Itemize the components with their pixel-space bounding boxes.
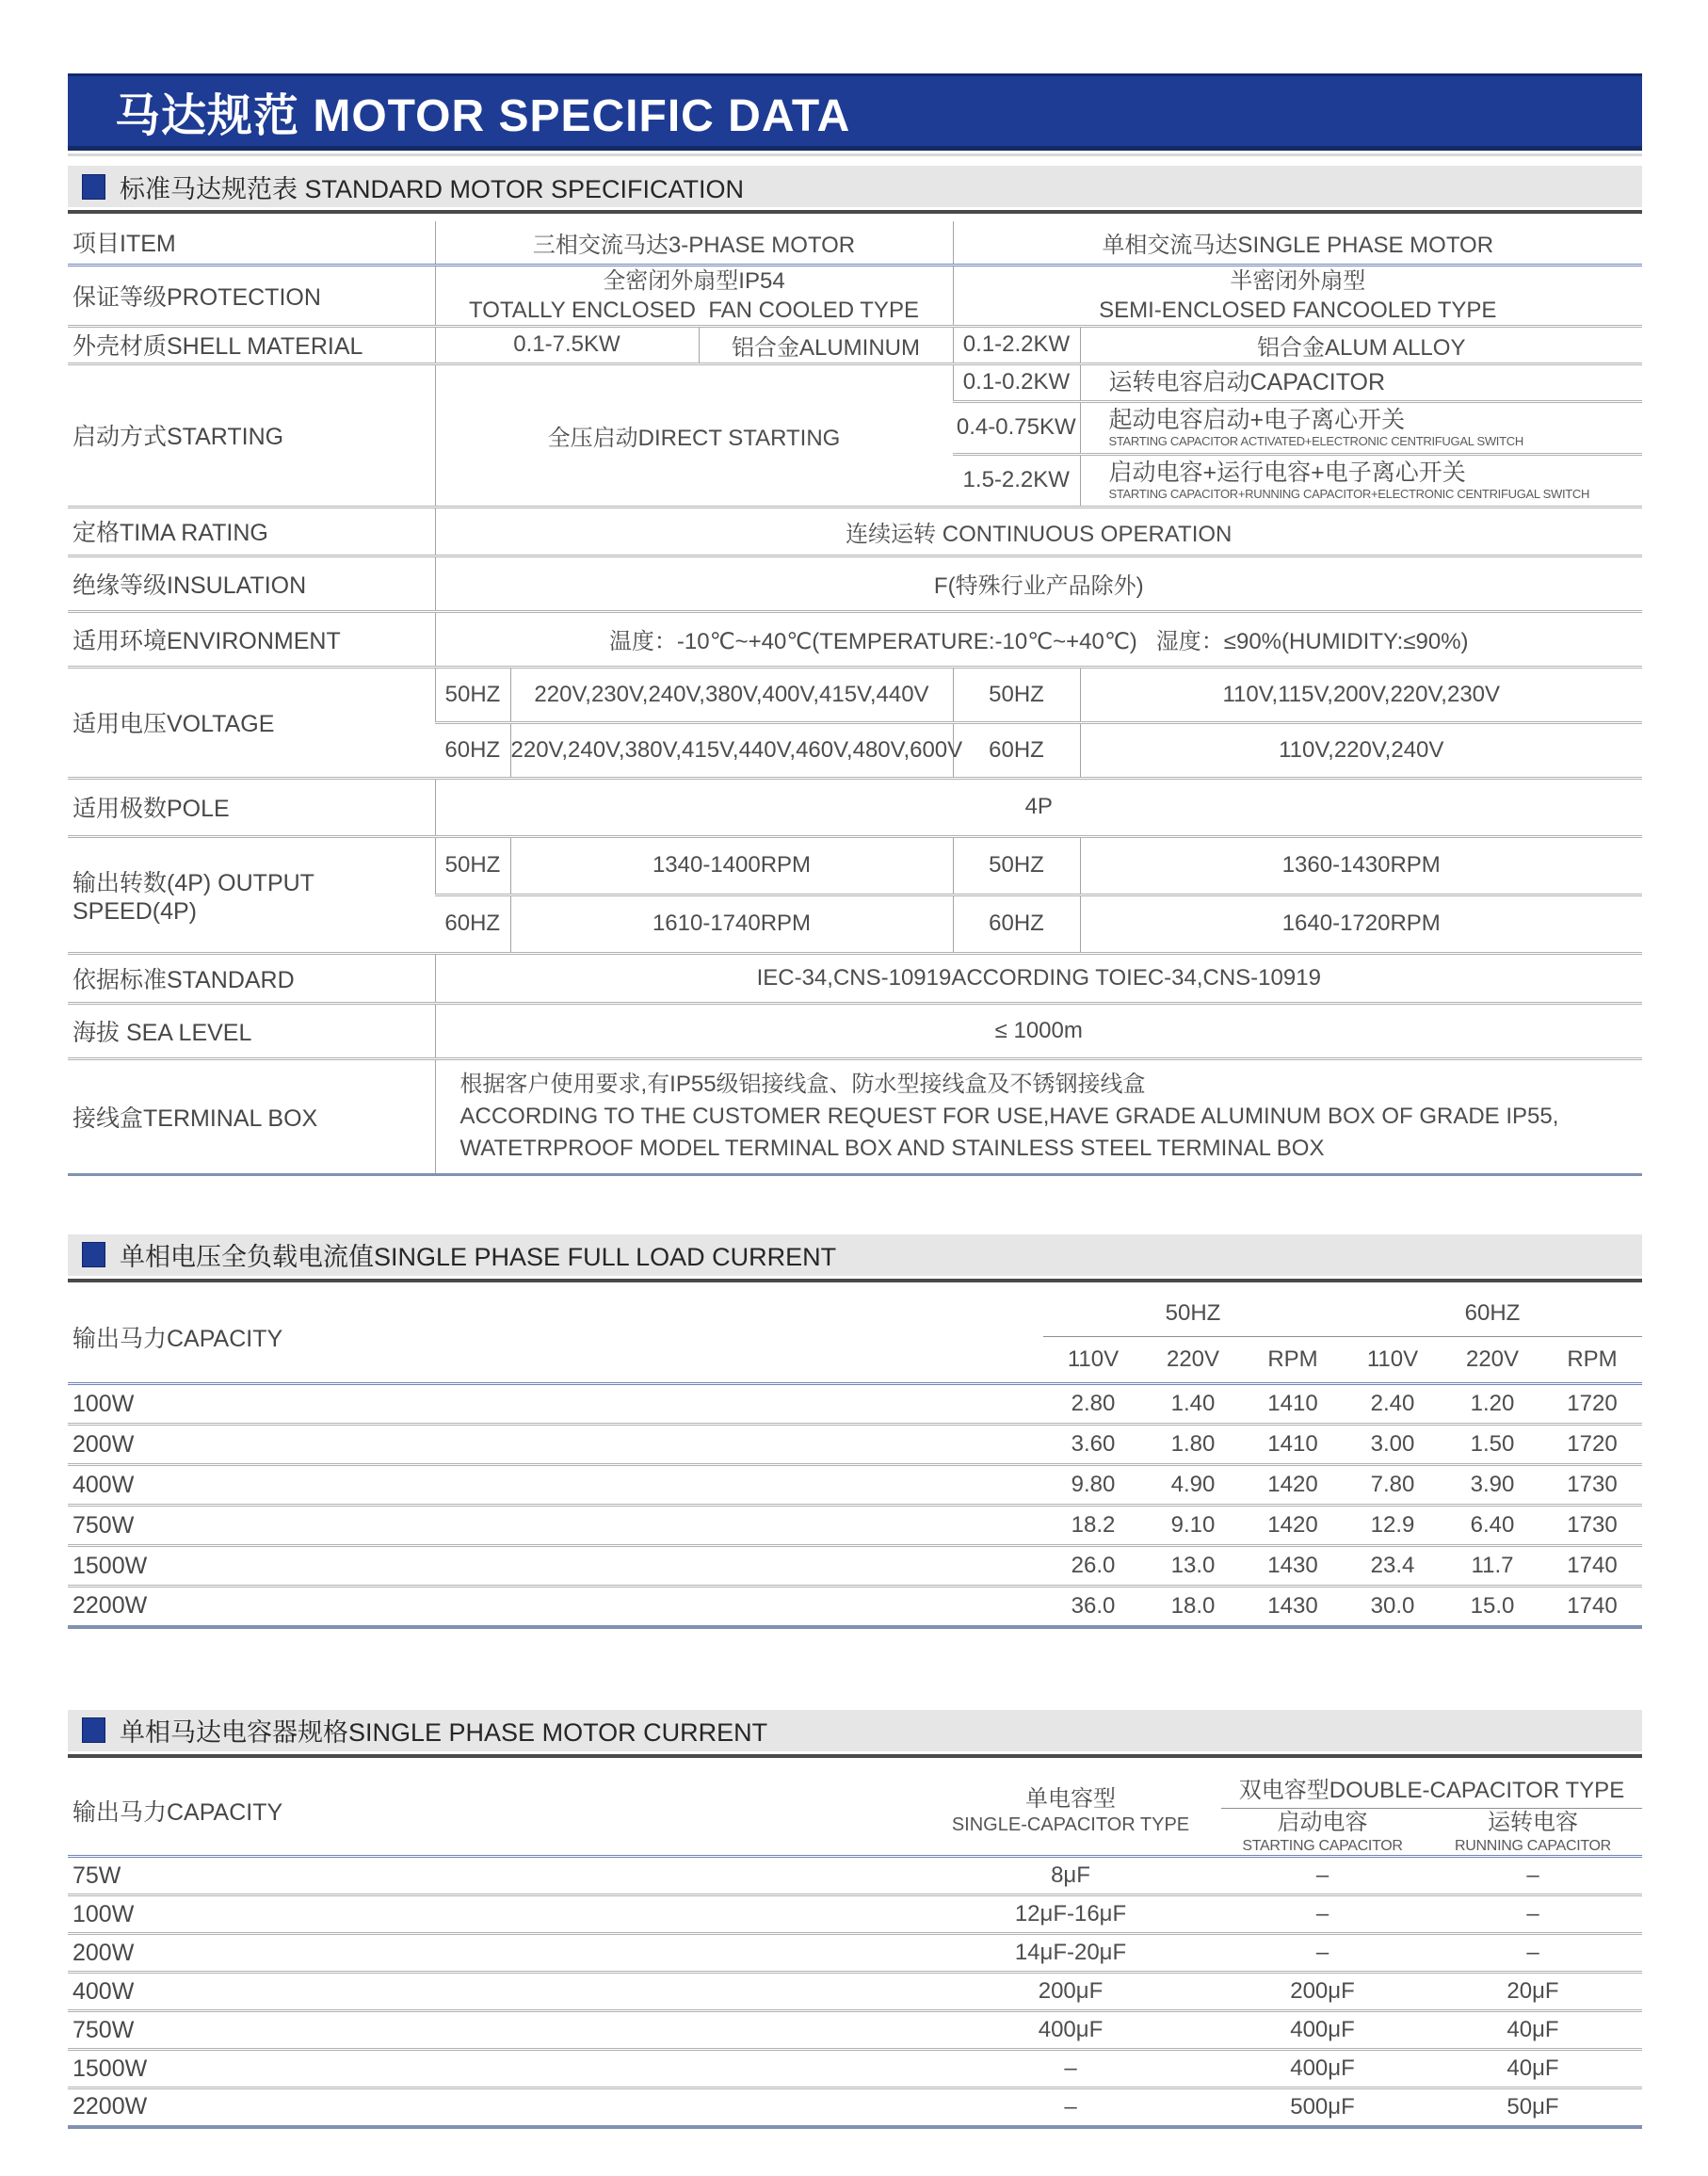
spec-label-item: 项目ITEM	[68, 221, 435, 265]
flc-value-cell: 1410	[1243, 1425, 1343, 1465]
starting-desc-en: STARTING CAPACITOR+RUNNING CAPACITOR+ELECTRONIC CENTRIFUGAL SWITCH	[1108, 487, 1590, 501]
cap-single-cell: 14μF-20μF	[920, 1934, 1221, 1973]
cap-starting-header	[1221, 1809, 1424, 1857]
section-rule	[68, 1279, 1642, 1282]
flc-value-cell: 1730	[1542, 1465, 1642, 1506]
flc-group-60hz: 60HZ	[1343, 1292, 1642, 1337]
starting-range-cell: 0.4-0.75KW	[953, 401, 1080, 454]
cap-running-cell: –	[1424, 1895, 1642, 1934]
cap-capacity-label: 输出马力CAPACITY	[68, 1767, 920, 1857]
capacitor-spec-table	[68, 1767, 1642, 2129]
rating-value-cell: 连续运转 CONTINUOUS OPERATION	[435, 507, 1642, 556]
cap-capacity-cell: 100W	[68, 1895, 920, 1934]
flc-col-110v: 110V	[1343, 1337, 1442, 1384]
cap-single-zh: 单电容型	[1025, 1786, 1116, 1813]
section-rule	[68, 1754, 1642, 1758]
flc-value-cell: 1720	[1542, 1425, 1642, 1465]
speed-freq-cell: 60HZ	[435, 895, 510, 953]
cap-running-header	[1424, 1809, 1642, 1857]
cap-group-header-row	[68, 1767, 1642, 1809]
spec-label-shell: 外壳材质SHELL MATERIAL	[68, 326, 435, 363]
spec-label-starting: 启动方式STARTING	[68, 363, 435, 507]
spec-row-pole	[68, 778, 1642, 836]
table-row	[68, 1587, 1642, 1627]
cap-capacity-cell: 750W	[68, 2011, 920, 2050]
terminal-box-line3: WATETRPROOF MODEL TERMINAL BOX AND STAINLESS STEEL TERMINAL BOX	[459, 1135, 1325, 1161]
flc-col-110v: 110V	[1043, 1337, 1143, 1384]
cap-running-cell: –	[1424, 1934, 1642, 1973]
flc-value-cell: 1420	[1243, 1506, 1343, 1546]
spec-label-protection: 保证等级PROTECTION	[68, 265, 435, 326]
cap-single-cell: –	[1064, 2093, 1077, 2120]
cap-running-cell: 50μF	[1507, 2093, 1559, 2120]
protection-single-en: SEMI-ENCLOSED FANCOOLED TYPE	[1099, 297, 1497, 323]
flc-value-cell: 1.80	[1143, 1425, 1243, 1465]
section-rule	[68, 210, 1642, 214]
section-marker-icon	[82, 174, 105, 200]
voltage-freq-cell: 50HZ	[435, 667, 510, 722]
flc-value-cell: 18.2	[1043, 1506, 1143, 1546]
cap-running-cell: 40μF	[1424, 2050, 1642, 2088]
shell-three-material-cell: 铝合金ALUMINUM	[699, 326, 953, 363]
table-row	[68, 1934, 1642, 1973]
table-row	[68, 1857, 1642, 1895]
voltage-freq-cell: 60HZ	[953, 722, 1080, 778]
section-marker-icon	[82, 1242, 105, 1267]
cap-starting-cell: –	[1221, 1895, 1424, 1934]
flc-value-cell: 15.0	[1470, 1592, 1515, 1619]
shell-single-range-cell: 0.1-2.2KW	[953, 326, 1080, 363]
flc-value-cell: 1740	[1567, 1592, 1618, 1619]
cap-single-type-header	[920, 1767, 1221, 1857]
flc-group-header-row	[68, 1292, 1642, 1337]
page-title-bar	[68, 73, 1642, 151]
starting-desc-cell	[1080, 454, 1642, 507]
table-row	[68, 1384, 1642, 1425]
spec-row-sea-level	[68, 1003, 1642, 1058]
flc-value-cell: 3.00	[1343, 1425, 1442, 1465]
flc-capacity-cell: 750W	[68, 1506, 1043, 1546]
table-row	[68, 1546, 1642, 1587]
flc-value-cell: 1.20	[1442, 1384, 1542, 1425]
flc-value-cell: 6.40	[1442, 1506, 1542, 1546]
flc-value-cell: 23.4	[1343, 1546, 1442, 1587]
flc-value-cell: 12.9	[1343, 1506, 1442, 1546]
spec-row-shell	[68, 326, 1642, 363]
section-header-full-load	[68, 1234, 1642, 1276]
table-row	[68, 2011, 1642, 2050]
spec-label-voltage: 适用电压VOLTAGE	[68, 667, 435, 778]
protection-three-phase-cell	[435, 265, 953, 326]
spec-label-pole: 适用极数POLE	[68, 778, 435, 836]
cap-running-cell: –	[1424, 1857, 1642, 1895]
voltage-single-values-cell: 110V,115V,200V,220V,230V	[1080, 667, 1642, 722]
cap-running-zh: 运转电容	[1488, 1810, 1578, 1835]
flc-col-rpm: RPM	[1542, 1337, 1642, 1384]
flc-value-cell: 4.90	[1143, 1465, 1243, 1506]
spec-label-rating: 定格TIMA RATING	[68, 507, 435, 556]
table-row	[68, 2050, 1642, 2088]
flc-capacity-cell: 400W	[68, 1465, 1043, 1506]
protection-three-zh: 全密闭外扇型IP54	[603, 267, 785, 294]
spec-label-speed: 输出转数(4P) OUTPUT SPEED(4P)	[68, 836, 435, 953]
pole-value-cell: 4P	[435, 778, 1642, 836]
spec-row-protection	[68, 265, 1642, 326]
insulation-value-cell: F(特殊行业产品除外)	[435, 556, 1642, 611]
voltage-freq-cell: 50HZ	[953, 667, 1080, 722]
flc-capacity-cell: 1500W	[68, 1546, 1043, 1587]
speed-single-value-cell: 1360-1430RPM	[1080, 836, 1642, 895]
flc-value-cell: 9.10	[1143, 1506, 1243, 1546]
spec-row-starting-1	[68, 363, 1642, 401]
flc-value-cell: 1410	[1243, 1384, 1343, 1425]
cap-starting-cell: 200μF	[1221, 1973, 1424, 2011]
speed-freq-cell: 50HZ	[435, 836, 510, 895]
section-title-full-load: 单相电压全负载电流值SINGLE PHASE FULL LOAD CURRENT	[120, 1243, 837, 1271]
cap-starting-en: STARTING CAPACITOR	[1242, 1838, 1403, 1854]
flc-value-cell: 3.90	[1442, 1465, 1542, 1506]
flc-col-220v: 220V	[1442, 1337, 1542, 1384]
cap-starting-cell: 500μF	[1290, 2093, 1355, 2120]
flc-col-rpm: RPM	[1243, 1337, 1343, 1384]
flc-value-cell: 36.0	[1071, 1592, 1116, 1619]
flc-capacity-cell: 100W	[68, 1384, 1043, 1425]
flc-value-cell: 2.80	[1043, 1384, 1143, 1425]
cap-starting-cell: 400μF	[1221, 2050, 1424, 2088]
voltage-three-values-cell: 220V,240V,380V,415V,440V,460V,480V,600V	[510, 722, 953, 778]
table-row	[68, 1973, 1642, 2011]
speed-freq-cell: 60HZ	[953, 895, 1080, 953]
starting-desc-cell	[1080, 401, 1642, 454]
terminal-box-line1: 根据客户使用要求,有IP55级铝接线盒、防水型接线盒及不锈钢接线盒	[459, 1071, 1146, 1097]
cap-running-cell: 20μF	[1424, 1973, 1642, 2011]
spec-row-rating	[68, 507, 1642, 556]
table-row	[68, 1465, 1642, 1506]
starting-range-cell: 0.1-0.2KW	[953, 363, 1080, 401]
environment-value-cell: 温度：-10℃~+40℃(TEMPERATURE:-10℃~+40℃) 湿度：≤90%(HUMIDITY:≤90%)	[435, 611, 1642, 667]
cap-capacity-cell: 400W	[68, 1973, 920, 2011]
speed-three-value-cell: 1340-1400RPM	[510, 836, 953, 895]
flc-value-cell: 11.7	[1442, 1546, 1542, 1587]
spec-row-terminal-box	[68, 1058, 1642, 1174]
cap-capacity-cell: 75W	[68, 1857, 920, 1895]
cap-capacity-cell: 1500W	[68, 2050, 920, 2088]
flc-value-cell: 2.40	[1343, 1384, 1442, 1425]
flc-group-50hz: 50HZ	[1043, 1292, 1343, 1337]
flc-value-cell: 1420	[1243, 1465, 1343, 1506]
cap-single-cell: –	[920, 2050, 1221, 2088]
speed-single-value-cell: 1640-1720RPM	[1080, 895, 1642, 953]
flc-col-220v: 220V	[1143, 1337, 1243, 1384]
starting-desc-zh: 起动电容启动+电子离心开关	[1108, 407, 1406, 433]
flc-value-cell: 9.80	[1043, 1465, 1143, 1506]
spec-row-item	[68, 221, 1642, 265]
flc-value-cell: 1720	[1542, 1384, 1642, 1425]
single-phase-header-cell: 单相交流马达SINGLE PHASE MOTOR	[953, 221, 1642, 265]
cap-starting-cell: –	[1221, 1857, 1424, 1895]
flc-value-cell: 1430	[1267, 1592, 1318, 1619]
flc-value-cell: 18.0	[1170, 1592, 1216, 1619]
cap-single-cell: 12μF-16μF	[920, 1895, 1221, 1934]
table-row	[68, 1506, 1642, 1546]
cap-single-cell: 200μF	[920, 1973, 1221, 2011]
flc-capacity-cell: 2200W	[73, 1592, 148, 1620]
cap-starting-cell: 400μF	[1221, 2011, 1424, 2050]
cap-starting-cell: –	[1221, 1934, 1424, 1973]
section-title-spec: 标准马达规范表 STANDARD MOTOR SPECIFICATION	[120, 174, 745, 203]
flc-value-cell: 1.40	[1143, 1384, 1243, 1425]
cap-single-cell: 400μF	[920, 2011, 1221, 2050]
flc-capacity-label: 输出马力CAPACITY	[68, 1292, 1043, 1384]
flc-value-cell: 13.0	[1143, 1546, 1243, 1587]
spec-label-insulation: 绝缘等级INSULATION	[68, 556, 435, 611]
protection-three-en: TOTALLY ENCLOSED FAN COOLED TYPE	[469, 297, 919, 323]
terminal-box-line2: ACCORDING TO THE CUSTOMER REQUEST FOR USE,HAVE GRADE ALUMINUM BOX OF GRADE IP55,	[459, 1103, 1559, 1129]
section-header-capacitor	[68, 1710, 1642, 1751]
voltage-freq-cell: 60HZ	[435, 722, 510, 778]
flc-capacity-cell: 200W	[68, 1425, 1043, 1465]
spec-row-speed-50hz	[68, 836, 1642, 895]
spec-row-environment	[68, 611, 1642, 667]
flc-value-cell: 3.60	[1043, 1425, 1143, 1465]
section-header-spec	[68, 166, 1642, 207]
starting-range-cell: 1.5-2.2KW	[953, 454, 1080, 507]
table-row	[68, 1425, 1642, 1465]
voltage-three-values-cell: 220V,230V,240V,380V,400V,415V,440V	[510, 667, 953, 722]
flc-value-cell: 30.0	[1370, 1592, 1415, 1619]
table-row	[68, 1895, 1642, 1934]
spec-row-standard	[68, 953, 1642, 1003]
flc-value-cell: 1430	[1243, 1546, 1343, 1587]
starting-desc-zh: 运转电容启动CAPACITOR	[1108, 369, 1386, 395]
spec-row-voltage-50hz	[68, 667, 1642, 722]
spec-label-terminal-box: 接线盒TERMINAL BOX	[73, 1104, 318, 1132]
spec-label-environment: 适用环境ENVIRONMENT	[68, 611, 435, 667]
spec-label-standard: 依据标准STANDARD	[68, 953, 435, 1003]
flc-value-cell: 1740	[1542, 1546, 1642, 1587]
shell-three-range-cell: 0.1-7.5KW	[435, 326, 699, 363]
starting-desc-zh: 启动电容+运行电容+电子离心开关	[1108, 459, 1466, 486]
starting-three-phase-cell: 全压启动DIRECT STARTING	[435, 363, 953, 507]
three-phase-header-cell: 三相交流马达3-PHASE MOTOR	[435, 221, 953, 265]
protection-single-phase-cell	[953, 265, 1642, 326]
flc-value-cell: 7.80	[1343, 1465, 1442, 1506]
voltage-single-values-cell: 110V,220V,240V	[1080, 722, 1642, 778]
starting-desc-en: STARTING CAPACITOR ACTIVATED+ELECTRONIC CENTRIFUGAL SWITCH	[1108, 434, 1523, 448]
flc-value-cell: 26.0	[1043, 1546, 1143, 1587]
cap-running-en: RUNNING CAPACITOR	[1455, 1838, 1611, 1854]
cap-double-type-header: 双电容型DOUBLE-CAPACITOR TYPE	[1221, 1767, 1642, 1809]
table-row	[68, 2088, 1642, 2127]
standard-value-cell: IEC-34,CNS-10919ACCORDING TOIEC-34,CNS-10919	[435, 953, 1642, 1003]
page-title: 马达规范 MOTOR SPECIFIC DATA	[115, 90, 851, 141]
speed-three-value-cell: 1610-1740RPM	[510, 895, 953, 953]
full-load-current-table	[68, 1292, 1642, 1629]
cap-single-en: SINGLE-CAPACITOR TYPE	[951, 1814, 1190, 1836]
flc-value-cell: 1.50	[1442, 1425, 1542, 1465]
cap-capacity-cell: 2200W	[73, 2093, 148, 2120]
speed-freq-cell: 50HZ	[953, 836, 1080, 895]
cap-running-cell: 40μF	[1424, 2011, 1642, 2050]
flc-value-cell: 1730	[1542, 1506, 1642, 1546]
section-title-capacitor: 单相马达电容器规格SINGLE PHASE MOTOR CURRENT	[120, 1718, 768, 1747]
shell-single-material-cell: 铝合金ALUM ALLOY	[1080, 326, 1642, 363]
sea-level-value-cell: ≤ 1000m	[435, 1003, 1642, 1058]
page-content	[68, 0, 1642, 2129]
terminal-box-value-cell	[435, 1058, 1642, 1174]
spec-row-insulation	[68, 556, 1642, 611]
protection-single-zh: 半密闭外扇型	[1230, 267, 1366, 294]
standard-motor-spec-table	[68, 221, 1642, 1176]
cap-starting-zh: 启动电容	[1277, 1810, 1368, 1835]
starting-desc-cell	[1080, 363, 1642, 401]
section-marker-icon	[82, 1717, 105, 1743]
cap-single-cell: 8μF	[920, 1857, 1221, 1895]
spec-label-sea-level: 海拔 SEA LEVEL	[68, 1003, 435, 1058]
cap-capacity-cell: 200W	[68, 1934, 920, 1973]
